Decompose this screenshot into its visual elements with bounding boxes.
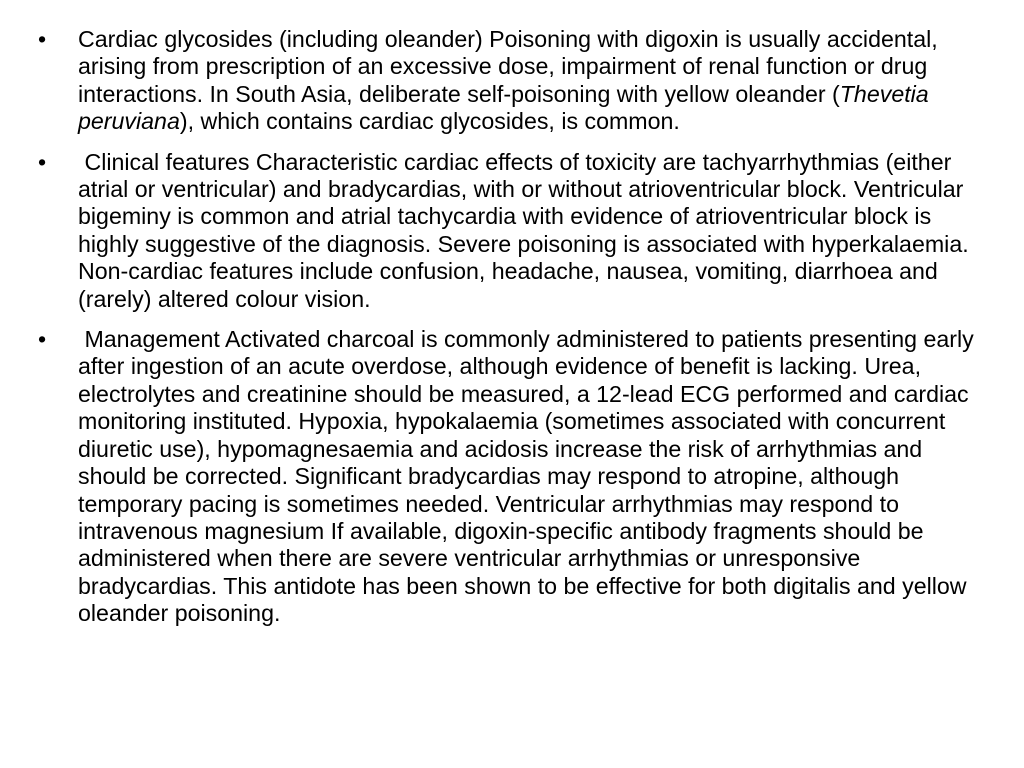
bullet-icon: • <box>38 326 47 353</box>
bullet-icon: • <box>38 148 47 175</box>
species-name: Thevetia peruviana <box>78 80 929 135</box>
bullet-icon: • <box>38 26 47 52</box>
bullet-management <box>30 326 994 627</box>
bullet-text-intro-end: ), which contains cardiac glycosides, is common. <box>179 108 680 135</box>
bullet-list <box>30 26 994 628</box>
bullet-text-clinical: Clinical features Characteristic cardiac effects of toxicity are tachyarrhythmias (either atrial or ventricular) and bradycardias, with or without atrioventricular block. Ventricular bigeminy is common and atrial tachycardia with evidence of atrioventricular block is highly suggestive of the diagnosis. Severe poisoning is associated with hyperkalaemia. Non-cardiac features include confusion, headache, nausea, vomiting, diarrhoea and (rarely) altered colour vision. <box>78 148 976 312</box>
bullet-text-management: Management Activated charcoal is commonly administered to patients presenting early after ingestion of an acute overdose, although evidence of benefit is lacking. Urea, electrolytes and creatinine should be measured, a 12-lead ECG performed and cardiac monitoring instituted. Hypoxia, hypokalaemia (sometimes associated with concurrent diuretic use), hypomagnesaemia and acidosis increase the risk of arrhythmias and should be corrected. Significant bradycardias may respond to atropine, although temporary pacing is sometimes needed. Ventricular arrhythmias may respond to intravenous magnesium If available, digoxin-specific antibody fragments should be administered when there are severe ventricular arrhythmias or unresponsive bradycardias. This antidote has been shown to be effective for both digitalis and yellow oleander poisoning. <box>78 326 981 627</box>
bullet-text-intro: Cardiac glycosides (including oleander) Poisoning with digoxin is usually accidental, arising from prescription of an excessive dose, impairment of renal function or drug interactions. In South Asia, deliberate self-poisoning with yellow oleander ( <box>78 26 938 107</box>
bullet-clinical-features <box>30 149 994 313</box>
bullet-cardiac-glycosides <box>30 26 994 136</box>
